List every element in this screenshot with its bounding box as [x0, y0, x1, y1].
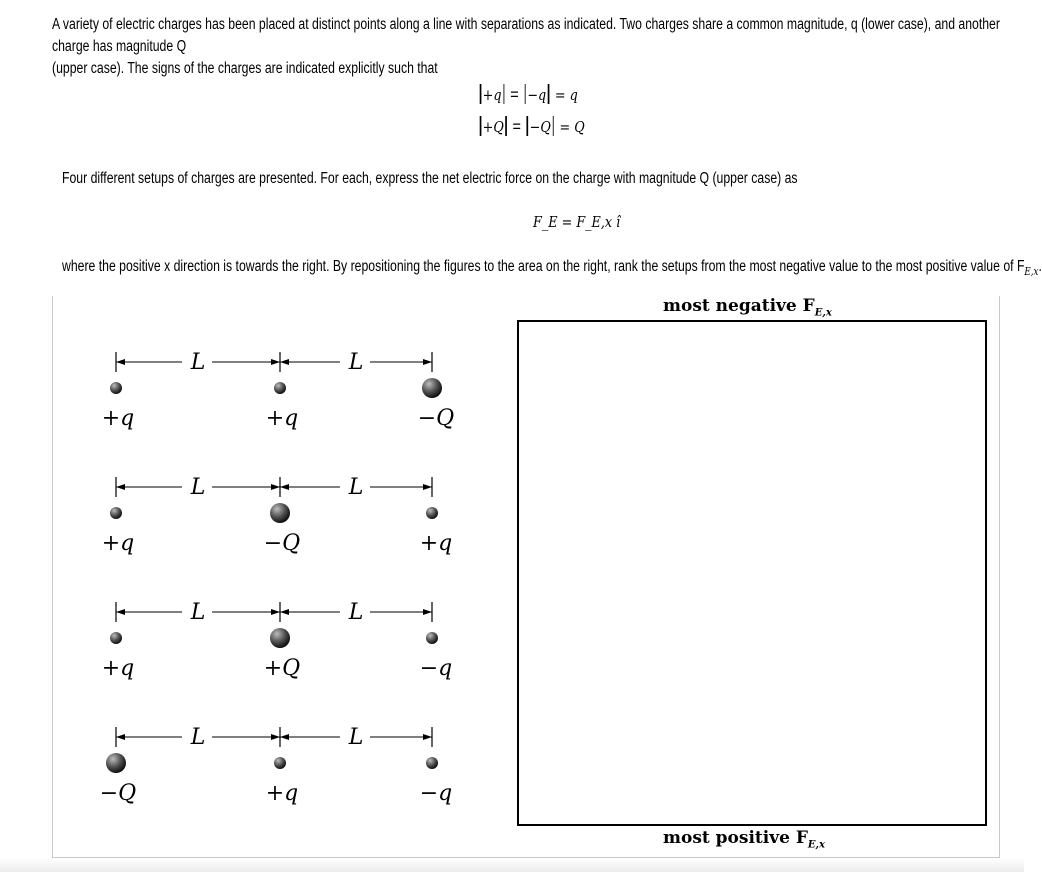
charge-label: +Q — [263, 656, 301, 681]
arrow-head — [423, 484, 432, 490]
small-charge-dot — [426, 507, 438, 519]
most-negative-subscript: E,x — [814, 307, 832, 319]
large-charge-dot — [106, 753, 126, 773]
direction-text: where the positive x direction is towards the right. By repositioning the figures to the area on the right, rank the setups from the most negative value to the most positive value of F — [62, 258, 1025, 275]
charge-setup-figure — [80, 715, 500, 815]
page-bottom-edge — [0, 858, 1024, 872]
direction-instructions: where the positive x direction is towards the right. By repositioning the figures to the area on the right, rank the setups from the most negative value to the most positive value of $F_{E,x}$. — [62, 258, 1042, 279]
large-charge-dot — [270, 503, 290, 523]
eq-q-equals: = — [510, 85, 519, 104]
separation-label: L — [190, 725, 206, 750]
arrow-head — [280, 609, 289, 615]
arrow-head — [271, 359, 280, 365]
eq-q-result: = q — [554, 86, 578, 104]
eq-q-term-2: −q — [527, 86, 547, 104]
arrow-head — [280, 359, 289, 365]
equation-lowercase-q — [478, 84, 578, 105]
charge-setup-1[interactable] — [80, 340, 500, 440]
arrow-head — [280, 734, 289, 740]
charge-label: +q — [101, 406, 135, 431]
arrow-head — [423, 734, 432, 740]
charge-label: −q — [419, 781, 453, 806]
ranking-drop-area[interactable] — [517, 320, 987, 826]
large-charge-dot — [270, 628, 290, 648]
arrow-head — [116, 734, 125, 740]
charge-label: +q — [265, 406, 299, 431]
arrow-head — [271, 734, 280, 740]
charge-label: +q — [101, 531, 135, 556]
eq-q-term-1: +q — [482, 86, 502, 104]
charge-label: +q — [101, 656, 135, 681]
most-positive-text: most positive F — [663, 828, 808, 848]
arrow-head — [271, 609, 280, 615]
eq-Q-term-1: +Q — [482, 118, 504, 136]
eq-Q-equals: = — [512, 117, 521, 136]
force-equation-text: F_E = F_E,x î — [533, 213, 621, 231]
most-positive-label — [663, 828, 825, 850]
charge-label: −q — [419, 656, 453, 681]
arrow-head — [423, 609, 432, 615]
separation-label: L — [190, 350, 206, 375]
charge-setup-2[interactable] — [80, 465, 500, 565]
separation-label: L — [190, 600, 206, 625]
small-charge-dot — [110, 632, 122, 644]
eq-Q-result: = Q — [559, 118, 585, 136]
arrow-head — [280, 484, 289, 490]
charge-label: −Q — [99, 781, 137, 806]
equation-uppercase-Q — [478, 116, 585, 137]
small-charge-dot — [274, 382, 286, 394]
small-charge-dot — [274, 757, 286, 769]
arrow-head — [116, 484, 125, 490]
separation-label: L — [348, 350, 364, 375]
charge-setup-4[interactable] — [80, 715, 500, 815]
force-equation — [533, 212, 620, 232]
eq-Q-term-2: −Q — [529, 118, 551, 136]
separation-label: L — [348, 725, 364, 750]
direction-subscript: E,x — [1024, 265, 1039, 279]
arrow-head — [116, 609, 125, 615]
intro-line-1: A variety of electric charges has been placed at distinct points along a line with separations as indicated. Two charges share a common magnitude, q (lower case), and another charge has magnitude Q — [52, 16, 1000, 55]
charge-label: −Q — [263, 531, 301, 556]
arrow-head — [271, 484, 280, 490]
separation-label: L — [348, 600, 364, 625]
arrow-head — [423, 359, 432, 365]
charge-setup-figure — [80, 465, 500, 565]
most-positive-subscript: E,x — [807, 839, 825, 851]
most-negative-text: most negative F — [663, 296, 815, 316]
small-charge-dot — [426, 632, 438, 644]
small-charge-dot — [110, 507, 122, 519]
small-charge-dot — [426, 757, 438, 769]
charge-setup-3[interactable] — [80, 590, 500, 690]
intro-line-2: (upper case). The signs of the charges are indicated explicitly such that — [52, 60, 438, 77]
most-negative-label — [663, 296, 832, 318]
charge-label: +q — [419, 531, 453, 556]
charge-label: −Q — [417, 406, 455, 431]
arrow-head — [116, 359, 125, 365]
small-charge-dot — [110, 382, 122, 394]
charge-setup-figure — [80, 340, 500, 440]
separation-label: L — [348, 475, 364, 500]
charge-setup-figure — [80, 590, 500, 690]
separation-label: L — [190, 475, 206, 500]
problem-intro — [52, 14, 1008, 80]
charge-label: +q — [265, 781, 299, 806]
setup-instructions: Four different setups of charges are presented. For each, express the net electric force on the charge with magnitude Q (upper case) as — [62, 170, 798, 187]
large-charge-dot — [422, 378, 442, 398]
